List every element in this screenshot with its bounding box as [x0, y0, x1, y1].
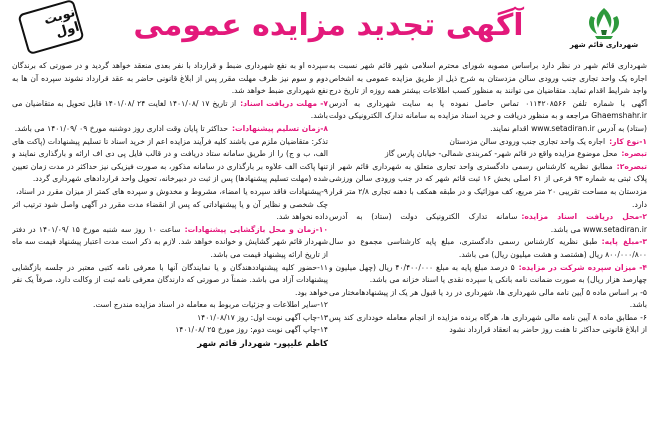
- item-1-label: ۱-نوع کار:: [609, 136, 647, 146]
- note-1: [329, 148, 647, 161]
- item-3-label: ۳-مبلغ پایه:: [601, 237, 647, 247]
- ad-title: آگهی تجدید مزایده عمومی: [133, 8, 524, 43]
- item-2-label: ۲-محل دریافت اسناد مزایده:: [521, 212, 647, 222]
- note-2: [329, 161, 647, 211]
- notice-paragraph: تذکر: متقاضیان ملزم می باشند کلیه فرآیند مزایده اعم از خرید اسناد تا تسلیم پیشنهادات (پاکت های الف، ب و ج) را از طریق سامانه ستاد دریافت و در قالب فایل پی دی اف ارائه و بارگذاری نمایند و تنها پاکت الف علاوه بر بارگذاری در سامانه مذکور، به صورت فیزیکی نیز حداکثر در مدت زمان تعیین شده (مهلت تسلیم پیشنهادها) پس از ثبت در دبیرخانه، تحویل واحد قراردادهای شهرداری گردد.: [12, 136, 328, 184]
- note-1-label: تبصره:: [621, 149, 647, 159]
- item-2: [329, 211, 647, 236]
- note-2-label: تبصره۲:: [616, 161, 647, 171]
- item-4-text: ۵ درصد مبلغ پایه به مبلغ ۴۰/۴۰۰/۰۰۰ ریال (چهل میلیون و چهارصد هزار ریال) به صورت ضمانت نامه بانکی یا سپرده نقدی یا اسناد خزانه می باشد.: [329, 262, 647, 285]
- item-11: ۱۱-حضور کلیه پیشنهاددهندگان و یا نمایندگان آنها با معرفی نامه کتبی معتبر در جلسه بازگشایی پیشنهادات آزاد می باشد. ضمناً در صورتی که دارندگان معرفی نامه ثبت از وکالت دارد، صرفاً یک نفر خواهد بود.: [12, 262, 328, 297]
- item-4-label: ۴- میزان سپرده شرکت در مزایده:: [518, 262, 647, 272]
- item-1-text: اجاره یک واحد تجاری جنب ورودی سالن مزدستان: [449, 136, 606, 146]
- item-5: ۵- بر اساس ماده ۵ آیین نامه مالی شهرداری ها، شهرداری در رد یا قبول هر یک از پیشنهادهامختار می باشد.: [329, 287, 647, 310]
- item-14: ۱۴-چاپ آگهی نوبت دوم: روز مورخ ۲۵ /۱۴۰۱/۰۸: [175, 325, 328, 335]
- item-9-label: ۹-پیشنهادات فاقد سپرده یا امضاء، مشروط و مخدوش و سپرده های کمتر از میزان مقرر در اسناد،: [16, 186, 328, 196]
- logo-caption: شهرداری قائم شهر: [569, 41, 639, 49]
- item-12: ۱۲-سایر اطلاعات و جزئیات مربوط به معامله در اسناد مزایده مندرج است.: [93, 300, 328, 310]
- item-9: [12, 186, 328, 224]
- item-4: [329, 262, 647, 287]
- right-column: [329, 60, 647, 442]
- item-10-text: ساعت ۱۰ روز سه شنبه مورخ ۱۵ /۱۴۰۱/۰۹ در دفتر شهردار قائم شهر گشایش و خوانده خواهد شد. لازم به ذکر است مدت اعتبار پیشنهاد قیمت سه ماه از تاریخ ارائه پیشنهاد قیمت می باشد.: [12, 224, 328, 259]
- continuation-paragraph: سپرده او به نفع شهرداری ضبط و قرارداد با نفر بعدی منعقد خواهد گردید و در صورتی که برندگان دوم و سوم نیز ظرف مهلت مقرر پس از ابلاغ قانونی حاضر به عقد قرارداد نشوند سپرده آن ها به نفع شهرداری ضبط خواهد شد.: [12, 61, 328, 96]
- item-10-label: ۱۰-زمان و محل بازگشایی پیشنهادات:: [184, 224, 328, 234]
- note-1-text: محل موضوع مزایده واقع در قائم شهر- کمربندی شمالی- خیابان پارس گاز: [385, 149, 618, 159]
- item-7-text: از تاریخ ۱۷ /۱۴۰۱/۰۸ لغایت ۲۴ /۱۴۰۱/۰۸ قابل تحویل به متقاضیان می باشد.: [12, 98, 328, 121]
- item-7: [12, 98, 328, 123]
- item-6: ۶- مطابق ماده ۸ آیین نامه مالی شهرداری ها، هرگاه برنده مزایده از انجام معامله خودداری کند پس از ابلاغ قانونی حداکثر تا هفت روز حاضر به انعقاد قرارداد نشود: [329, 312, 647, 335]
- item-1: [329, 136, 647, 149]
- item-3-text: طبق نظریه کارشناس رسمی دادگستری، مبلغ پایه کارشناسی مجموع دو سال ۸۰۰/۰۰۰/۸۰۰ ریال (هشتصد و هشت میلیون ریال) می باشد.: [329, 237, 647, 259]
- item-8-text: حداکثر تا پایان وقت اداری روز دوشنبه مورخ ۰۹ /۱۴۰۱/۰۹ می باشد.: [14, 123, 228, 133]
- item-13: ۱۳-چاپ آگهی نوبت اول: روز ۱۴۰۱/۰۸/۱۷: [197, 312, 328, 322]
- signature: کاظم علیپور- شهردار قائم شهر: [197, 338, 328, 349]
- left-column: [12, 60, 328, 442]
- item-10: [12, 224, 328, 262]
- item-3: [329, 236, 647, 261]
- item-8: [12, 123, 328, 136]
- item-8-label: ۸-زمان تسلیم پیشنهادات:: [231, 123, 328, 133]
- ad-header: [0, 0, 657, 58]
- intro-paragraph: شهرداری قائم شهر در نظر دارد براساس مصوبه شورای محترم اسلامی شهر قائم شهر نسبت به اجاره یک واحد تجاری جنب ورودی سالن مزدستان به شرح ذیل از طریق مزایده عمومی به اشخاص واجد شرایط اقدام نماید. متقاضیان می توانند به منظور کسب اطلاعات بیشتر همه روزه از تاریخ درج آگهی با شماره تلفن ۰۱۱۴۲۰۸۵۶۶ تماس حاصل نموده یا به سایت شهرداری به آدرس Ghaemshahr.ir مراجعه و به منظور دریافت و خرید اسناد مزایده به سامانه تدارک الکترونیکی دولت (ستاد) به آدرس www.setadiran.ir اقدام نمایند.: [329, 61, 647, 133]
- note-2-text: مطابق نظریه کارشناس رسمی دادگستری واحد تجاری متعلق به شهرداری قائم شهر از پلاک ثبتی به شماره ۹۳ فرعی از ۶۱ اصلی بخش ۱۶ ثبت قائم شهر که در جنب ورودی سالن ورزشی مزدستان به مساحت تقریبی ۲۰ متر مربع، کف موزائیک و در طبقه همکف با دهنه تجاری ۲/۸ متر قرار دارد.: [329, 161, 647, 209]
- item-2-text: سامانه تدارک الکترونیکی دولت (ستاد) به آدرس www.setadiran.ir می باشد.: [329, 212, 647, 234]
- item-9-text: چک شخصی و نظایر آن و یا پیشنهاداتی که پس از انقضاء مدت مقرر در آگهی واصل شود ترتیب اثر داده نخواهد شد.: [12, 199, 328, 222]
- item-7-label: ۷- مهلت دریافت اسناد:: [240, 98, 328, 108]
- round-badge: نوبت اول: [17, 0, 84, 55]
